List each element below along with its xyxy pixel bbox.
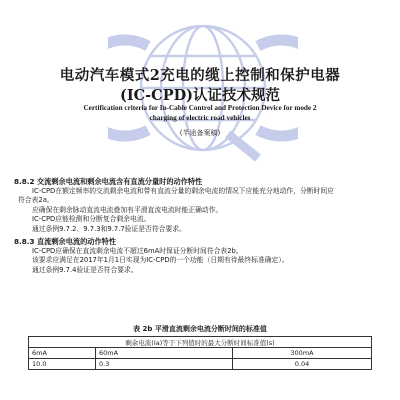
table-row (29, 359, 372, 370)
paragraph-6: 该要求应满足在2017年1月1日实现为IC-CPD的一个功能（日期有待最终标准确定）。 (32, 256, 289, 264)
table-cell: 6mA (29, 348, 96, 359)
table-cell: 0.3 (96, 359, 233, 370)
table-header-cell: 剩余电流(Ia)等于下列值时的最大分断时间标准值(s) (29, 337, 372, 348)
paragraph-1-line-1: IC-CPD在额定频率的交流剩余电流和带有直流分量的剩余电流的情况下应能充分地动作，分断时间应 (32, 186, 334, 195)
paragraph-5: IC-CPD应确保在直流剩余电流不超过6mA时保证分断时间符合表2b。 (32, 246, 243, 255)
section-heading-8-8-3: 8.8.3 直流剩余电流的动作特性 (14, 237, 117, 246)
draft-label: (半途备案稿) (179, 129, 221, 137)
paragraph-7: 通过条例9.7.4验证是否符合要求。 (32, 265, 138, 274)
table-cell: 0.04 (233, 359, 372, 370)
table-header-row (29, 337, 372, 348)
cover-english-line-1: Certification criteria for In-Cable Control and Protection Device for mode 2 (83, 104, 317, 112)
breaking-time-table (28, 336, 372, 370)
paragraph-2: 应确保在剩余脉动直流电流叠加有平滑直流电流时能正确动作。 (32, 205, 223, 214)
table-row (29, 348, 372, 359)
paragraph-3: IC-CPD应能检测和分断复合剩余电流。 (32, 215, 151, 223)
cover-english-title (0, 103, 400, 123)
table-cell: 300mA (233, 348, 372, 359)
cover-english-line-2: charging of electric road vehicles (149, 114, 251, 122)
cover-subtitle: (IC-CPD)认证技术规范 (119, 87, 281, 104)
paragraph-1-line-2: 符合表2a。 (18, 196, 54, 204)
table-cell: 60mA (96, 348, 233, 359)
table-caption: 表 2b 平滑直流剩余电流分断时间的标准值 (133, 325, 267, 333)
paragraph-4: 通过条例9.7.2、9.7.3和9.7.7验证是否符合要求。 (32, 224, 186, 233)
section-heading-8-8-2: 8.8.2 交流剩余电流和剩余电流含有直流分量时的动作特性 (14, 177, 203, 186)
cover-title: 电动汽车模式2充电的缆上控制和保护电器 (59, 67, 341, 84)
table-cell: 10.0 (29, 359, 96, 370)
document-body (14, 177, 390, 275)
